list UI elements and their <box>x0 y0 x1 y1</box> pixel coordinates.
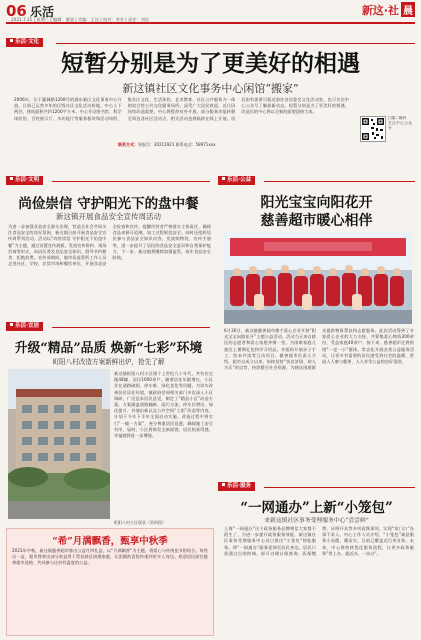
article-body: 6月26日，新这镇慈善超市携手爱心企业开展“阳光宝宝向阳花开”主题公益活动，活动当天来自辖区的志愿者和爱心家庭齐聚一堂，为困难家庭儿童送上暑期礼包和学习用品，并组织开展亲子手工、绘本共读等互动项目。慈善超市负责人介绍，超市自成立以来，始终坚持“扶贫济困、助人为乐”的宗旨，持续整合社会资源，为辖区困难群众提供物资帮扶和志愿服务。此次活动得到了多家爱心企业的大力支持，共筹集爱心物资200余份，受益家庭40余户。接下来，慈善超市还将围绕“一老一小”群体，常态化开展各类公益服务活动，让更多有需要的居民感受到社会的温暖，营造人人参与慈善、人人享受公益的良好氛围。 <box>224 328 414 371</box>
page-number: 06 <box>6 2 27 20</box>
headline-line1: 阳光宝宝向阳花开 <box>260 195 373 211</box>
article-body: 2006年，位于灌城路1208号的浦东新区文化事务中心开放，目前已运营多年的区级社区文化活动阵地，中心上下两层，建筑面积共约1200平方米。中心开设图书馆、科学体验馆、百姓展示厅、多功能厅等服务板块和活动场所，集社区文化、生活体验、艺术教育、社区公共服务为一体的综合性公共文化服务场所，深受广大居民欢迎。近日因场馆改造需要，中心将暂停对外开放，部分服务功能转移至周边各社区活动点，相关活动也将陆续在线上开展。居民如有需要可就近前往各居委会文化活动室，也可关注中心公众号了解最新动态。短暂分别是为了更美好的相遇，改造后的中心将以全新的面貌迎接大家。 <box>14 97 349 121</box>
article-body: 为进一步加强食品安全源头治理，营造全社会共同关注食品安全的良好氛围，新这镇日前开展食品安全宣传周系列活动。活动以“尚俭崇信 守护阳光下的盘中餐”为主题，通过设置宣传展板、发放宣传资料、现场咨询等形式，向居民普及食品安全知识，倡导节约粮食、拒绝浪费。宣传周期间，镇市场监管所工作人员走进社区、学校、农贸市场和餐饮单位，开展食品安全检查和宣传，提醒经营者严格落实主体责任，确保食品来源可追溯、加工过程规范安全。同时还组织居民参与食品安全知识问答，发放购物袋、宣传手册等，进一步提升了居民的食品安全意识和自我保护能力。下一步，新这镇将继续加强监管，筑牢食品安全防线。 <box>8 224 211 267</box>
divider <box>264 487 415 488</box>
article-body: 新这镇町阳八村小区建于上世纪九十年代，共有住宅楼48幢、居民1600余户。随着居住年限增长，小区存在道路破损、停车难、绿化老化等问题。为切实改善居民居住环境，镇政府会同相关部门多次深入小区调研，广泛征求居民意见，制定了“精品小区”改造方案。方案涵盖道路翻新、雨污分流、停车位增设、绿化提升、外墙出新以及公共空间“七彩”改造等内容，计划于今年下半年全面启动实施。改造过程中将实行“一楼一方案”，充分尊重居民意愿，确保施工安全有序。届时，小区将焕发全新面貌，居民的获得感、幸福感将进一步增强。 <box>114 371 213 439</box>
divider <box>264 181 415 182</box>
issue-meta: 2021.7.21 | 星期三 | 编辑：董丽 | 美编：王洁 | 校对：李芳 | 责任：刘浩 <box>11 17 149 22</box>
section-tag: 乐活·宜居 <box>6 322 43 331</box>
contact-info: 联系方式：领航号：20211921 联系电话：58971xxx <box>118 142 216 147</box>
masthead <box>6 2 415 24</box>
subheadline: 来新这镇社区事务受理服务中心“尝尝鲜” <box>264 518 369 524</box>
subheadline: 新这镇社区文化事务中心闲馆“搬家” <box>122 82 299 95</box>
section-tag: 乐活·服务 <box>218 482 255 491</box>
headline: 尚俭崇信 守护阳光下的盘中餐 <box>18 196 199 212</box>
photo-caption: 町阳八村小区现状（资料图） <box>114 520 166 525</box>
section-title: 乐活 <box>30 5 55 19</box>
section-tag: 乐活·文化 <box>6 38 43 47</box>
headline: 短暂分别是为了更美好的相遇 <box>61 50 360 77</box>
qr-code[interactable] <box>360 116 386 142</box>
building-photo <box>8 369 110 519</box>
banner-body: 2021年中秋，新这镇慈善超市推出公益月饼礼盒，以“月满飘香”为主题，将爱心与传统佳节相结合。每售出一盒，超市将拿出部分收益用于帮扶辖区困难家庭，让团圆的喜悦传递到更多人身边。欢迎居民前往慈善超市选购，共同参与这份有温度的公益。 <box>12 548 208 566</box>
group-photo <box>224 232 412 324</box>
section-tag: 乐活·文明 <box>6 176 43 185</box>
article-body: 上海“一网通办”这个政务服务品牌相信大家都不陌生了。为进一步提升政务服务效能，新这镇社区事务受理服务中心近日推出“小笼包”智能服务，将“一网通办”服务延伸至居民身边。居民只需通过自助终端，即可办理社保查询、医保缴费、证明开具等多项高频事项，实现“家门口”办事不求人。中心工作人员介绍，“小笼包”寓意服务小而精、暖而实，目前已覆盖近百项业务。未来，中心将持续优化服务流程，让更多政务服务“掌上办、就近办、一次办”。 <box>224 526 414 556</box>
subheadline: 町阳八村改造方案新鲜出炉，抢先了解 <box>52 358 165 366</box>
headline: “一网通办”上新“小笼包” <box>240 500 393 516</box>
headline-line2: 慈善超市暖心相伴 <box>260 213 373 229</box>
divider <box>52 181 210 182</box>
subheadline: 新这镇开展食品安全宣传周活动 <box>56 212 161 221</box>
section-tag: 乐活·公益 <box>218 176 255 185</box>
headline: 升级“精品”品质 焕新“七彩”环境 <box>14 341 203 356</box>
divider <box>52 327 210 328</box>
divider <box>56 43 415 44</box>
brand-logo: 新这·社 晨 <box>361 4 413 17</box>
banner-title: “希”月满飘香，甄享中秋季 <box>52 536 168 547</box>
qr-caption: 扫描二维码 关注中心公众号 <box>388 116 412 130</box>
